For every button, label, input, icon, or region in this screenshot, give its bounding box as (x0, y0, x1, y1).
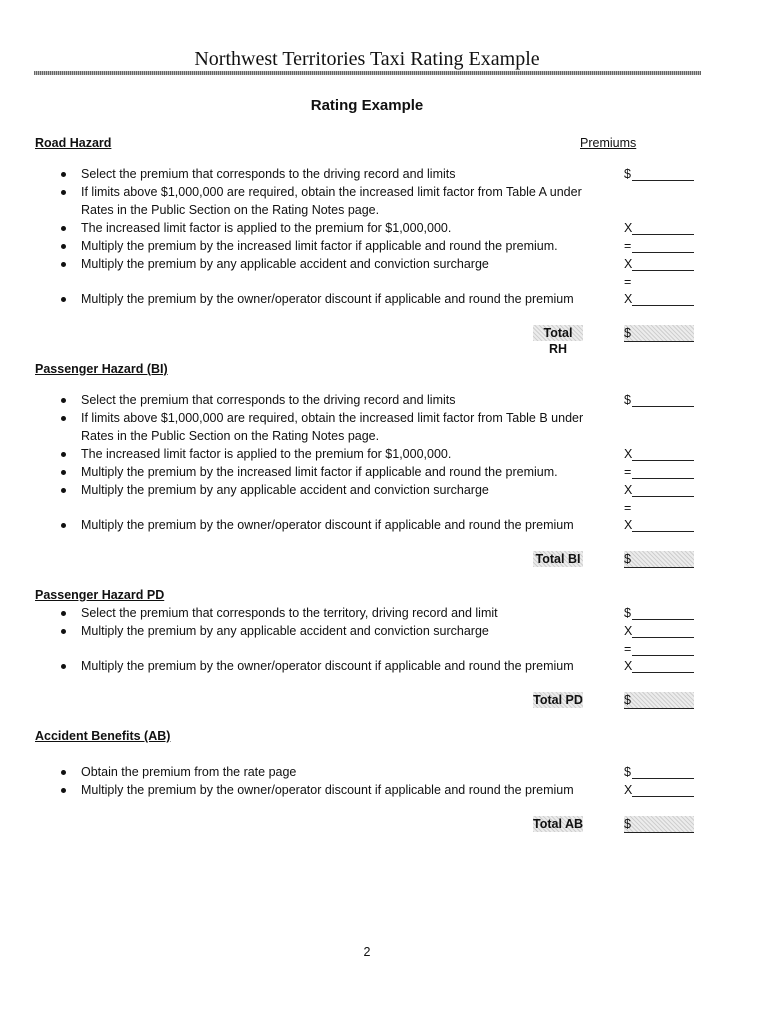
bullet-icon (61, 226, 66, 231)
pd-item-2: Multiply the premium by any applicable accident and conviction surcharge (81, 624, 489, 638)
rh-factor-field[interactable]: X (624, 221, 694, 235)
bullet-icon (61, 788, 66, 793)
total-ab-field[interactable]: $ (624, 816, 694, 833)
bi-item-2: If limits above $1,000,000 are required, obtain the increased limit factor from Table B under Rates in the Public Section on the Rating Notes page. (81, 411, 584, 443)
rh-item-1: Select the premium that corresponds to the driving record and limits (81, 167, 456, 181)
bullet-icon (61, 172, 66, 177)
ab-premium-field[interactable]: $ (624, 765, 694, 779)
total-rh-field[interactable]: $ (624, 325, 694, 342)
rating-example-heading: Rating Example (310, 97, 424, 114)
road-hazard-heading: Road Hazard (35, 136, 112, 150)
total-bi-field[interactable]: $ (624, 551, 694, 568)
document-title: Northwest Territories Taxi Rating Example (194, 48, 540, 70)
rh-item-3: The increased limit factor is applied to the premium for $1,000,000. (81, 221, 452, 235)
rh-premium-field[interactable]: $ (624, 167, 694, 181)
bullet-icon (61, 488, 66, 493)
title-rule (34, 71, 701, 75)
bullet-icon (61, 262, 66, 267)
bi-item-4: Multiply the premium by the increased limit factor if applicable and round the premium. (81, 465, 558, 479)
bi-item-3: The increased limit factor is applied to the premium for $1,000,000. (81, 447, 452, 461)
bullet-icon (61, 244, 66, 249)
bullet-icon (61, 190, 66, 195)
bi-surcharge-field[interactable]: X (624, 483, 694, 497)
bi-item-5: Multiply the premium by any applicable accident and conviction surcharge (81, 483, 489, 497)
bi-equals-mark: = (624, 501, 632, 515)
ab-item-1: Obtain the premium from the rate page (81, 765, 297, 779)
bullet-icon (61, 398, 66, 403)
rh-item-5: Multiply the premium by any applicable accident and conviction surcharge (81, 257, 489, 271)
bi-item-1: Select the premium that corresponds to the driving record and limits (81, 393, 456, 407)
ab-discount-field[interactable]: X (624, 783, 694, 797)
total-rh-label: Total RH (533, 325, 583, 341)
total-pd-field[interactable]: $ (624, 692, 694, 709)
passenger-hazard-bi-heading: Passenger Hazard (BI) (35, 362, 168, 376)
pd-rounded-field[interactable]: = (624, 642, 694, 656)
bullet-icon (61, 452, 66, 457)
total-bi-label: Total BI (533, 551, 583, 567)
bi-premium-field[interactable]: $ (624, 393, 694, 407)
rh-equals-mark: = (624, 275, 632, 289)
rh-item-4: Multiply the premium by the increased limit factor if applicable and round the premium. (81, 239, 558, 253)
bi-item-6: Multiply the premium by the owner/operator discount if applicable and round the premium (81, 518, 574, 532)
bi-rounded-field[interactable]: = (624, 465, 694, 479)
accident-benefits-heading: Accident Benefits (AB) (35, 729, 171, 743)
rh-surcharge-field[interactable]: X (624, 257, 694, 271)
pd-surcharge-field[interactable]: X (624, 624, 694, 638)
bullet-icon (61, 416, 66, 421)
bullet-icon (61, 664, 66, 669)
total-pd-label: Total PD (533, 693, 583, 707)
bullet-icon (61, 629, 66, 634)
page-number: 2 (363, 945, 371, 959)
bullet-icon (61, 297, 66, 302)
premiums-header: Premiums (580, 136, 637, 150)
bullet-icon (61, 770, 66, 775)
bi-factor-field[interactable]: X (624, 447, 694, 461)
pd-item-3: Multiply the premium by the owner/operator discount if applicable and round the premium (81, 659, 574, 673)
rh-discount-field[interactable]: X (624, 292, 694, 306)
rh-rounded-field[interactable]: = (624, 239, 694, 253)
bullet-icon (61, 611, 66, 616)
bi-discount-field[interactable]: X (624, 518, 694, 532)
ab-item-2: Multiply the premium by the owner/operator discount if applicable and round the premium (81, 783, 574, 797)
passenger-hazard-pd-heading: Passenger Hazard PD (35, 588, 165, 602)
bullet-icon (61, 523, 66, 528)
pd-item-1: Select the premium that corresponds to the territory, driving record and limit (81, 606, 498, 620)
total-ab-label: Total AB (533, 817, 583, 831)
rh-item-6: Multiply the premium by the owner/operator discount if applicable and round the premium (81, 292, 574, 306)
rh-item-2: If limits above $1,000,000 are required, obtain the increased limit factor from Table A under Rates in the Public Section on the Rating Notes page. (81, 185, 582, 217)
bullet-icon (61, 470, 66, 475)
pd-discount-field[interactable]: X (624, 659, 694, 673)
pd-premium-field[interactable]: $ (624, 606, 694, 620)
